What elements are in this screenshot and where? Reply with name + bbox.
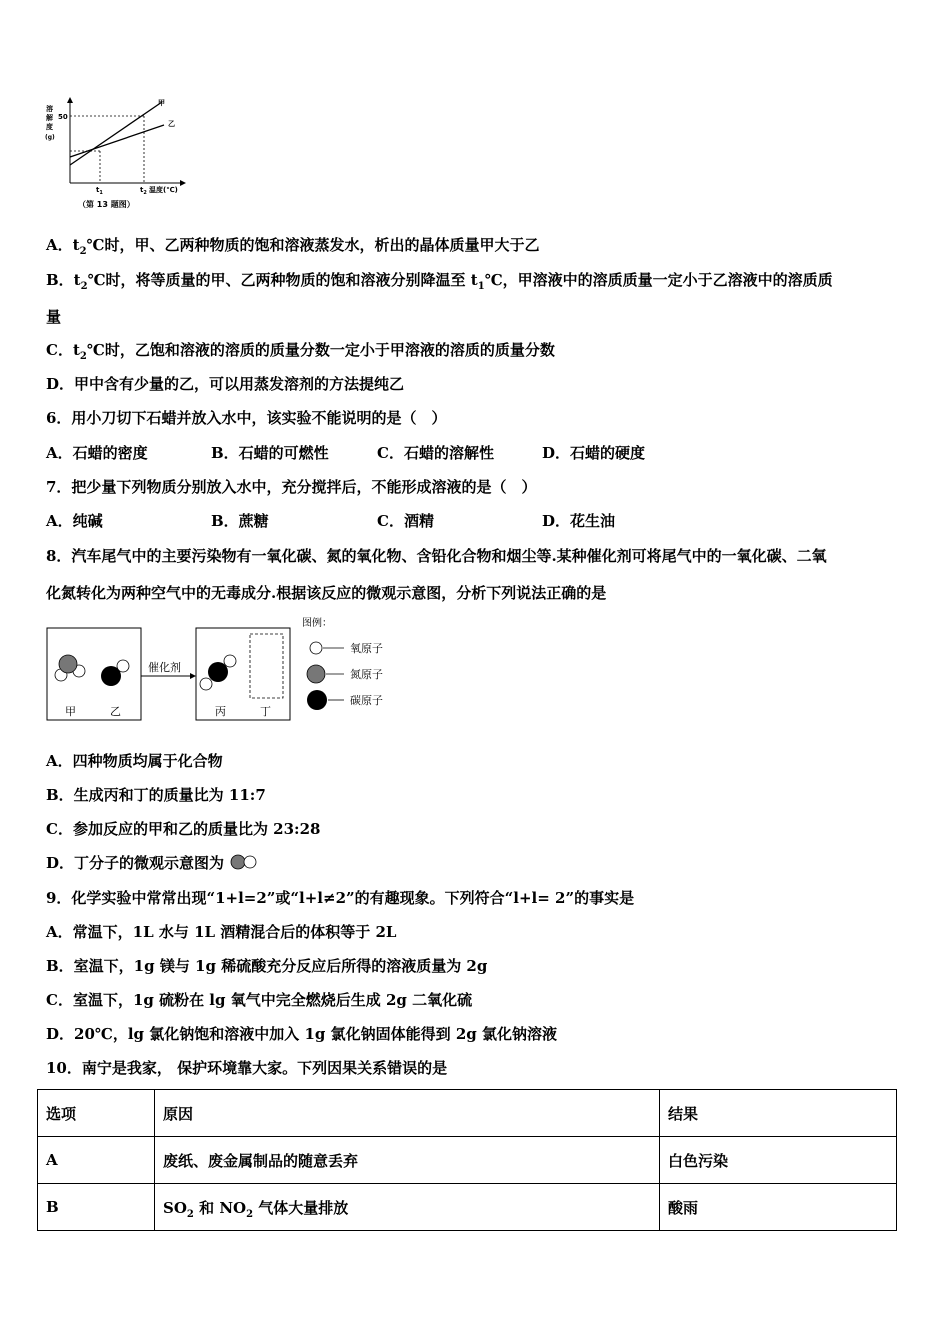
q8-option-c: C．参加反应的甲和乙的质量比为 23:28 [46,820,321,838]
row-a-cause: 废纸、废金属制品的随意丢弃 [155,1137,660,1184]
x-tick-t2: $t_2$ [140,186,147,196]
q9-option-d: D．20℃，lg 氯化钠饱和溶液中加入 1g 氯化钠固体能得到 2g 氯化钠溶液 [46,1025,558,1043]
row-b-option: B [38,1184,155,1231]
q7-options [46,511,906,531]
reactant-n-atom [59,655,77,673]
legend-n-label: 氮原子 [350,668,383,681]
q8-option-d: D．丁分子的微观示意图为 [46,853,261,873]
label-bing: 丙 [215,705,226,718]
header-option: 选项 [38,1090,155,1137]
product-c-atom [208,662,228,682]
product-o-atom [200,678,212,690]
row-a-result: 白色污染 [660,1137,897,1184]
ylabel-2: 解 [46,114,53,122]
q7-option-c: C．酒精 [377,512,434,530]
q7-option-a: A．纯碱 [46,512,103,530]
q9-option-b: B．室温下，1g 镁与 1g 稀硫酸充分反应后所得的溶液质量为 2g [46,957,488,975]
q5-option-c: C．$t_2℃$时，乙饱和溶液的溶质的质量分数一定小于甲溶液的溶质的质量分数 [46,341,555,362]
solubility-chart [40,95,200,215]
q7-option-b: B．蔗糖 [211,512,269,530]
curve-yi-label: 乙 [168,120,175,128]
curve-jia [70,102,162,165]
q8-stem-line2: 化氮转化为两种空气中的无毒成分.根据该反应的微观示意图，分析下列说法正确的是 [46,584,607,602]
product-o-atom [224,655,236,667]
q5-option-d: D．甲中含有少量的乙，可以用蒸发溶剂的方法提纯乙 [46,375,405,393]
q6-option-a: A．石蜡的密度 [46,444,148,462]
ylabel-4: (g) [45,134,55,141]
q6-option-c: C．石蜡的溶解性 [377,444,494,462]
curve-jia-label: 甲 [158,99,165,107]
q9-option-a: A．常温下，1L 水与 1L 酒精混合后的体积等于 2L [46,923,397,941]
legend-c-icon [307,690,327,710]
label-yi: 乙 [110,705,121,718]
table-header-row [38,1090,897,1137]
legend-o-icon [310,642,322,654]
q9-option-c: C．室温下，1g 硫粉在 lg 氧气中完全燃烧后生成 2g 二氧化硫 [46,991,473,1009]
q7-stem: 7．把少量下列物质分别放入水中，充分搅拌后，不能形成溶液的是（ ） [46,478,537,496]
q6-option-d: D．石蜡的硬度 [542,444,646,462]
x-axis-arrow [180,180,186,186]
legend-o-label: 氧原子 [350,642,383,655]
table-row [38,1184,897,1231]
y-tick-50: 50 [58,113,68,121]
legend-n-icon [307,665,325,683]
reactant-c-atom [101,666,121,686]
q7-option-d: D．花生油 [542,512,616,530]
ylabel-3: 度 [46,123,53,131]
q8-stem-line1: 8．汽车尾气中的主要污染物有一氧化碳、氮的氧化物、含铅化合物和烟尘等.某种催化剂可将尾气中的一氧化碳、二氧 [46,547,827,565]
q10-stem: 10．南宁是我家， 保护环境靠大家。下列因果关系错误的是 [46,1059,448,1077]
q5-option-b-cont: 量 [46,308,62,326]
q6-options [46,443,906,463]
header-cause: 原因 [155,1090,660,1137]
q10-table [37,1089,897,1231]
x-axis-label: 温度(℃) [149,186,178,194]
q6-option-b: B．石蜡的可燃性 [211,444,329,462]
q5-option-a: A．$t_2℃$时，甲、乙两种物质的饱和溶液蒸发水，析出的晶体质量甲大于乙 [46,236,540,257]
q8-option-a: A．四种物质均属于化合物 [46,752,223,770]
reaction-diagram [44,612,404,727]
y-axis-arrow [67,97,73,103]
row-b-cause: $SO_2$ 和 $NO_2$ 气体大量排放 [155,1184,660,1231]
x-tick-t1: $t_1$ [96,186,103,196]
legend-c-label: 碳原子 [350,694,383,707]
q9-stem: 9．化学实验中常常出现“1+l=2”或“l+l≠2”的有趣现象。下列符合“l+l= 2”的事实是 [46,889,635,907]
ylabel-1: 溶 [46,105,53,113]
curve-yi [70,125,164,157]
row-a-option: A [38,1137,155,1184]
q5-option-b: B．$t_2℃$时，将等质量的甲、乙两种物质的饱和溶液分别降温至 $t_1℃$，甲溶液中的溶质质量一定小于乙溶液中的溶质质 [46,271,833,292]
label-jia: 甲 [65,705,76,718]
label-ding: 丁 [260,705,271,718]
figure-caption: （第 13 题图） [78,200,135,209]
legend-title: 图例： [302,618,332,629]
q8-option-b: B．生成丙和丁的质量比为 11:7 [46,786,266,804]
q6-stem: 6．用小刀切下石蜡并放入水中，该实验不能说明的是（ ） [46,409,447,427]
table-row [38,1137,897,1184]
ding-molecule-icon [229,853,261,871]
row-b-result: 酸雨 [660,1184,897,1231]
catalyst-label: 催化剂 [148,661,181,674]
header-result: 结果 [660,1090,897,1137]
